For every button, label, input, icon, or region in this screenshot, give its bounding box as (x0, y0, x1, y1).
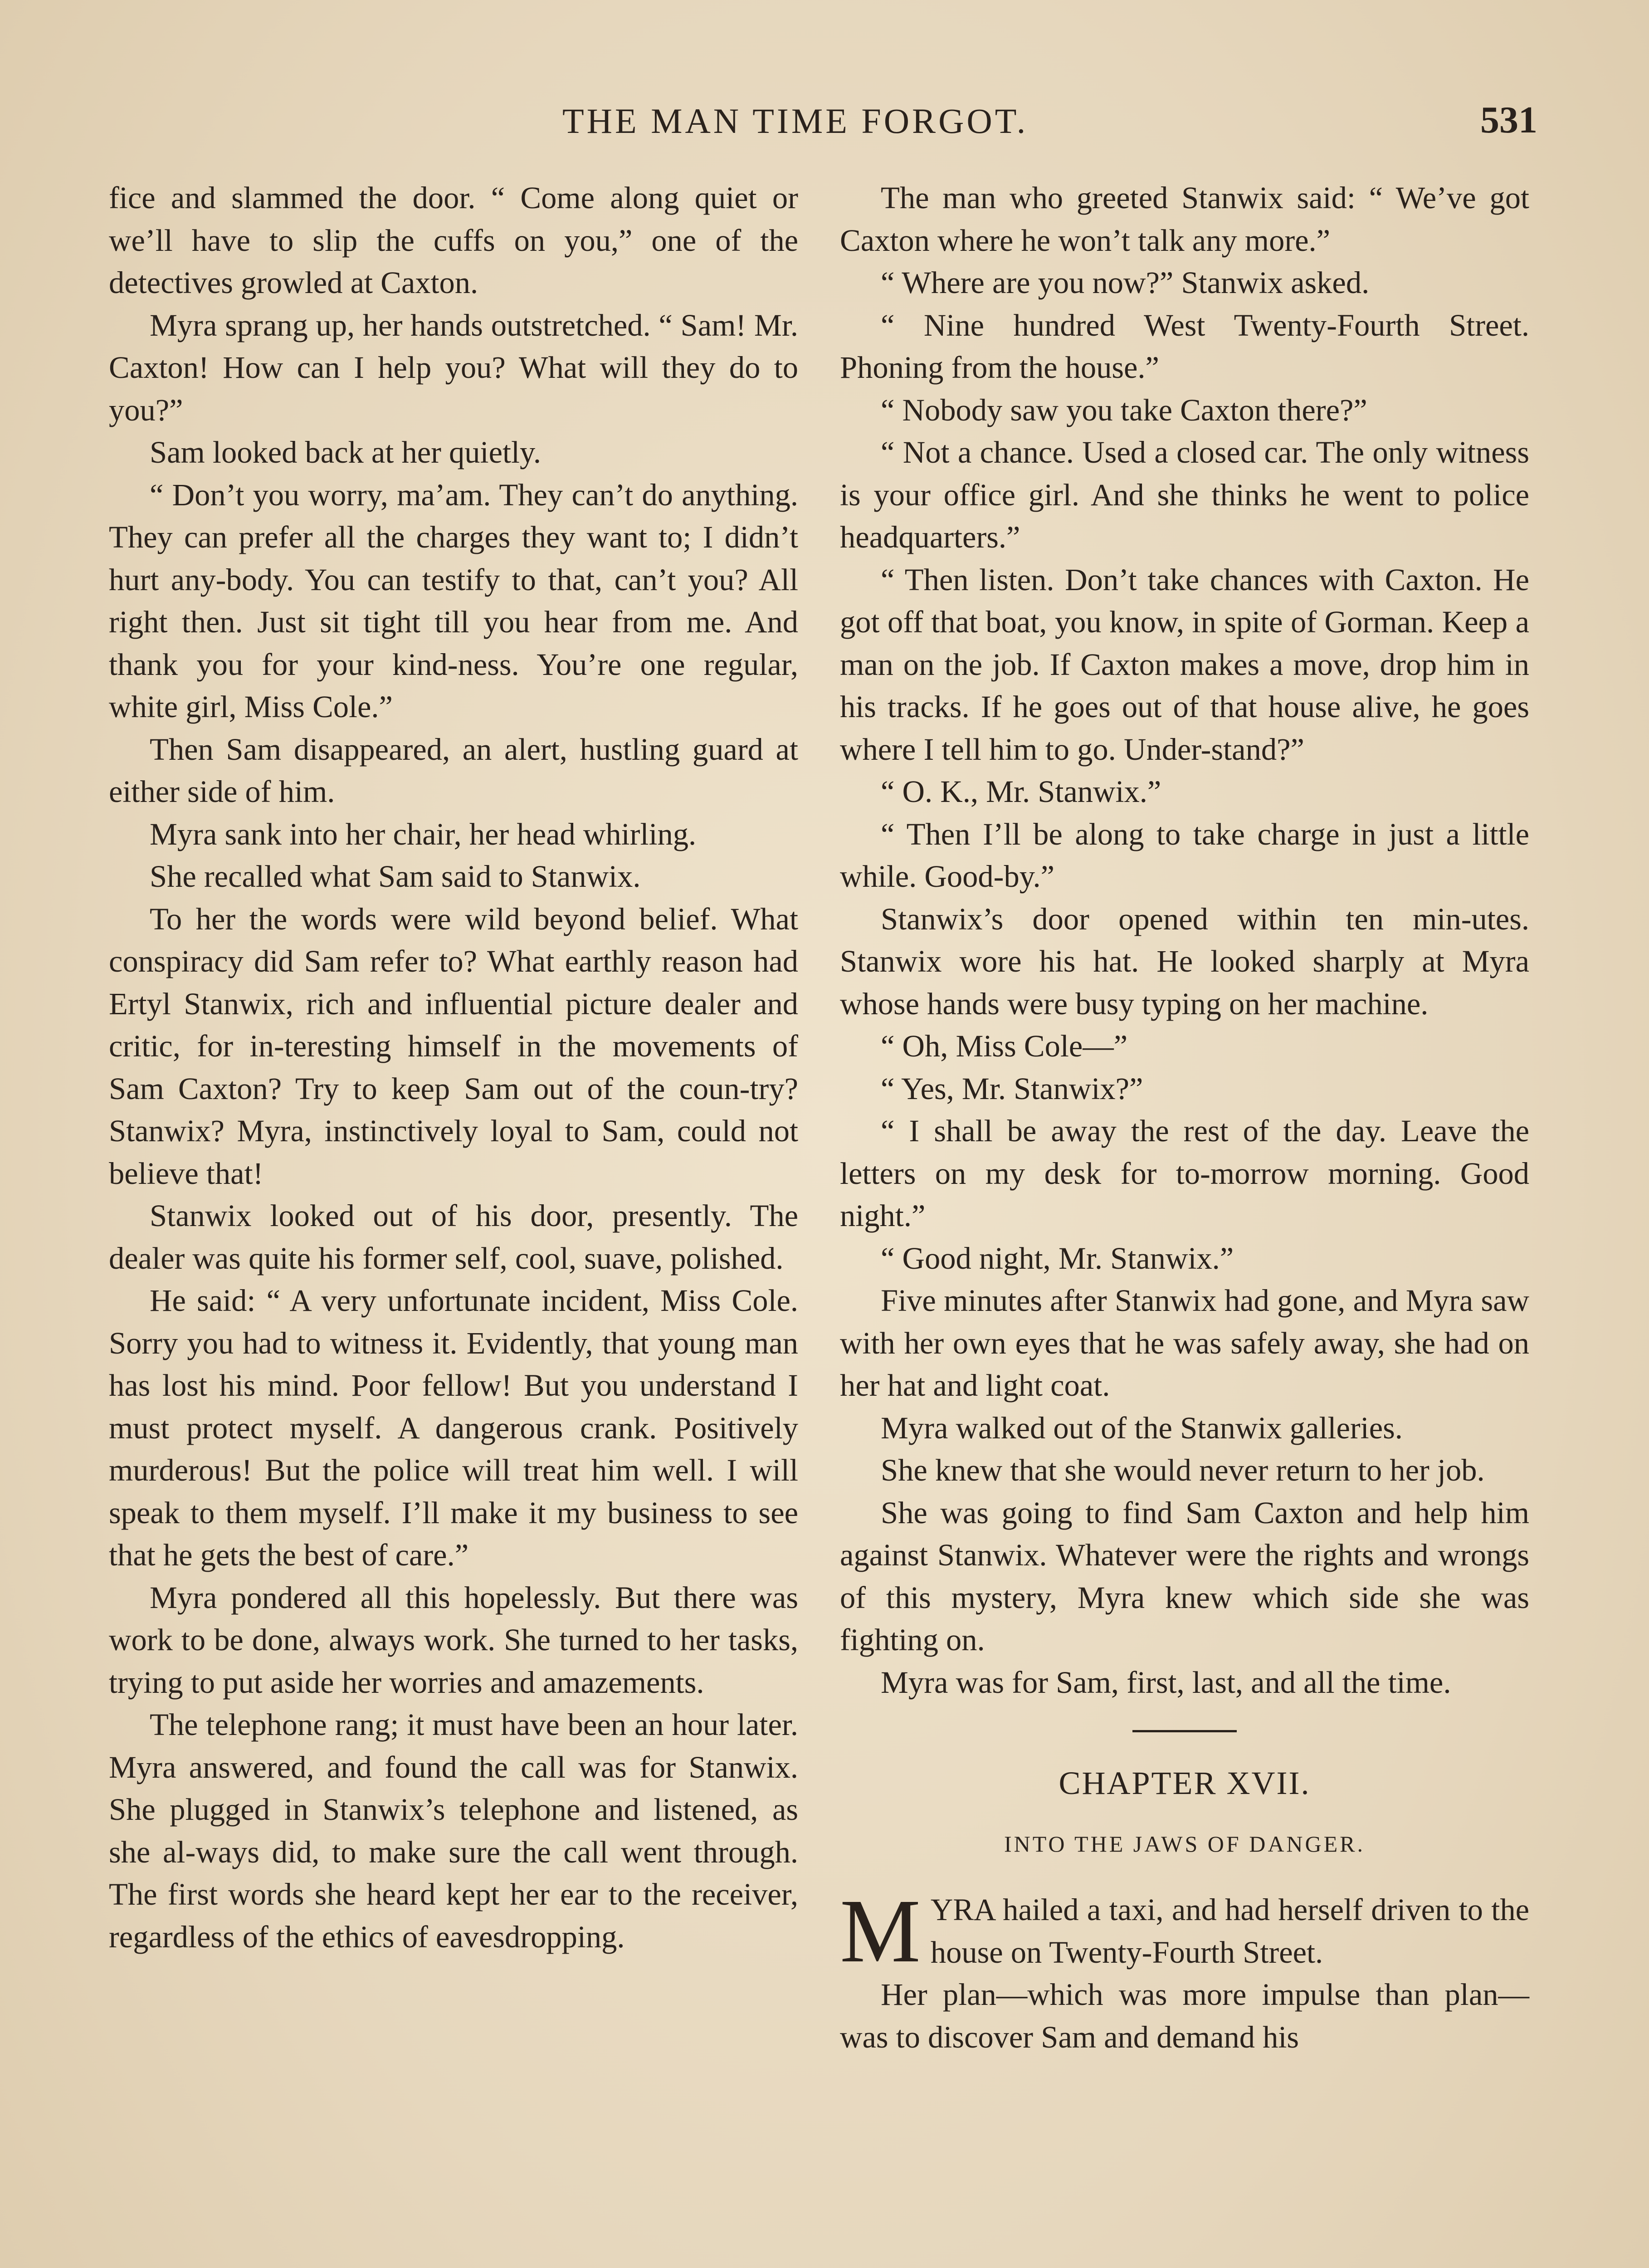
chapter-opening-paragraph (840, 1881, 1529, 1981)
paragraph: “ O. K., Mr. Stanwix.” (881, 774, 1161, 809)
chapter-subtitle: INTO THE JAWS OF DANGER. (1004, 1831, 1366, 1857)
opening-text: YRA hailed a taxi, and had herself driven to the house on Twenty-Fourth Street. (930, 1892, 1529, 1970)
chapter-title: CHAPTER XVII. (1059, 1765, 1311, 1801)
paragraph: “ Then listen. Don’t take chances with Caxton. He got off that boat, you know, in spite of Gorman. Keep a man on the job. If Caxton makes a move, drop him in his tracks. If he goes out of that house alive, he goes where I tell him to go. Under-stand?” (840, 562, 1529, 767)
paragraph: “ Then I’ll be along to take charge in just a little while. Good-by.” (840, 816, 1529, 894)
paragraph: “ Not a chance. Used a closed car. The only witness is your office girl. And she thinks he went to police headquarters.” (840, 435, 1529, 554)
page-header (113, 91, 1537, 150)
paragraph: Myra pondered all this hopelessly. But there was work to be done, always work. She turned to her tasks, trying to put aside her worries and amazements. (109, 1580, 798, 1700)
paragraph: “ Nine hundred West Twenty-Fourth Street. Phoning from the house.” (840, 308, 1529, 385)
paragraph: “ Oh, Miss Cole—” (881, 1029, 1128, 1063)
section-divider (1132, 1730, 1237, 1732)
paragraph: The man who greeted Stanwix said: “ We’ve got Caxton where he won’t talk any more.” (840, 181, 1529, 258)
paragraph: To her the words were wild beyond belief. What conspiracy did Sam refer to? What earthly reason had Ertyl Stanwix, rich and influential picture dealer and critic, for in-teresting himself in the movements of Sam Caxton? Try to keep Sam out of the coun-try? Stanwix? Myra, instinctively loyal to Sam, could not believe that! (109, 901, 798, 1191)
paragraph: She knew that she would never return to her job. (881, 1453, 1485, 1487)
paragraph: “ Nobody saw you take Caxton there?” (881, 392, 1367, 427)
paragraph: He said: “ A very unfortunate incident, Miss Cole. Sorry you had to witness it. Evidently, that young man has lost his mind. Poor fellow! But you understand I must protect myself. A dangerous crank. Positively murderous! But the police will treat him well. I will speak to them myself. I’ll make it my business to see that he gets the best of care.” (109, 1283, 798, 1572)
paragraph: fice and slammed the door. “ Come along quiet or we’ll have to slip the cuffs on you,” one of the detectives growled at Caxton. (109, 181, 798, 300)
page-number: 531 (1480, 99, 1537, 141)
paragraph: Then Sam disappeared, an alert, hustling guard at either side of him. (109, 732, 798, 809)
paragraph: Myra walked out of the Stanwix galleries. (881, 1410, 1403, 1445)
paragraph: “ Good night, Mr. Stanwix.” (881, 1241, 1234, 1276)
paragraph: The telephone rang; it must have been an hour later. Myra answered, and found the call was for Stanwix. She plugged in Stanwix’s telephone and listened, as she al-ways did, to make sure the call went through. The first words she heard kept her ear to the receiver, regardless of the ethics of eavesdropping. (109, 1707, 798, 1954)
paragraph: “ Don’t you worry, ma’am. They can’t do anything. They can prefer all the charges they want to; I didn’t hurt any-body. You can testify to that, can’t you? All right then. Just sit tight till you hear from me. And thank you for your kind-ness. You’re one regular, white girl, Miss Cole.” (109, 477, 798, 724)
right-column (840, 177, 1529, 2058)
paragraph: Myra was for Sam, first, last, and all the time. (881, 1665, 1451, 1700)
paragraph: Sam looked back at her quietly. (150, 435, 541, 469)
paragraph: Stanwix’s door opened within ten min-utes. Stanwix wore his hat. He looked sharply at Myra whose hands were busy typing on her machine. (840, 901, 1529, 1021)
running-head: THE MAN TIME FORGOT. (562, 101, 1029, 141)
drop-cap: M (840, 1881, 921, 1981)
paragraph: She recalled what Sam said to Stanwix. (150, 859, 641, 894)
paragraph: “ Yes, Mr. Stanwix?” (881, 1071, 1143, 1106)
paragraph: Myra sprang up, her hands outstretched. “ Sam! Mr. Caxton! How can I help you? What will they do to you?” (109, 308, 798, 427)
paragraph: Stanwix looked out of his door, presently. The dealer was quite his former self, cool, suave, polished. (109, 1198, 798, 1276)
left-column (109, 177, 798, 1958)
paragraph: Her plan—which was more impulse than plan—was to discover Sam and demand his (840, 1977, 1529, 2054)
paragraph: “ Where are you now?” Stanwix asked. (881, 265, 1370, 300)
paragraph: “ I shall be away the rest of the day. Leave the letters on my desk for to-morrow morning. Good night.” (840, 1114, 1529, 1233)
paragraph: Five minutes after Stanwix had gone, and Myra saw with her own eyes that he was safely away, she had on her hat and light coat. (840, 1283, 1529, 1403)
paragraph: She was going to find Sam Caxton and help him against Stanwix. Whatever were the rights and wrongs of this mystery, Myra knew which side she was fighting on. (840, 1495, 1529, 1657)
paragraph: Myra sank into her chair, her head whirling. (150, 816, 697, 851)
